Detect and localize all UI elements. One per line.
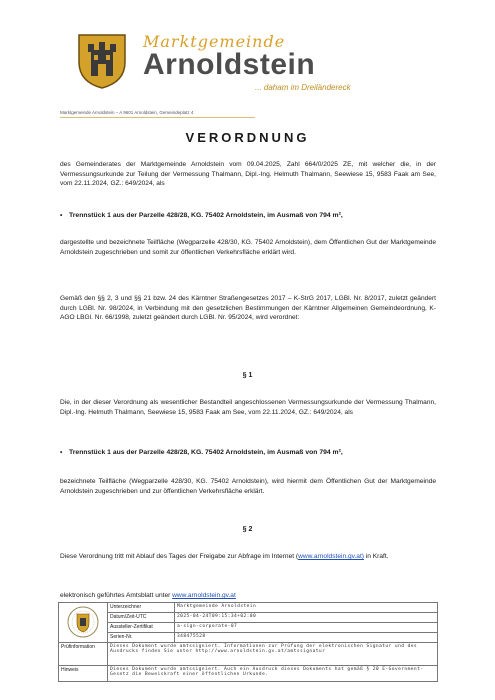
brand-tagline: ... daham im Dreiländereck	[255, 83, 351, 92]
hinweis-text: Dieses Dokument wurde amtssigniert. Auch ein Ausdruck dieses Dokuments hat gemäß § 20 E-Government-Gesetz die Beweiskraft einer öffentlichen Urkunde.	[108, 666, 438, 682]
paragraph-section-2	[60, 552, 436, 562]
signature-row	[59, 623, 438, 633]
signature-row	[59, 633, 438, 643]
pruef-label: Prüfinformation	[59, 643, 108, 666]
sig-value-2: a-sign-corporate-07	[175, 623, 438, 633]
para6-text-a: Diese Verordnung tritt mit Ablauf des Tages der Freigabe zur Abfrage im Internet (	[60, 553, 299, 560]
bullet-dot: •	[60, 212, 63, 219]
amtsblatt-label: elektronisch geführtes Amtsblatt unter	[60, 592, 173, 599]
website-link[interactable]: www.arnoldstein.gv.at)	[298, 553, 364, 560]
paragraph-section-1: Die, in der dieser Verordnung als wesentlicher Bestandteil angeschlossenen Vermessungsurkunde der Vermessung Thalmann, Dipl.-Ing. Helmuth Thalmann, Seewiese 15, 9583 Faak am See, vom 22.11.2024, GZ.: 649/2024, als	[60, 399, 436, 416]
paragraph-legal-basis: Gemäß den §§ 2, 3 und §§ 21 bzw. 24 des Kärntner Straßengesetzes 2017 – K-StrG 2017, LGBl. Nr. 8/2017, zuletzt geändert durch LGBl. Nr. 98/2024, in Verbindung mit den gesetzlichen Bestimmungen der Kärntner Allgemeinen Gemeindeordnung, K-AGO LBGl. Nr. 66/1998, zuletzt geändert durch LGBl. Nr. 95/2024, wird verordnet:	[60, 295, 436, 321]
signature-block	[58, 602, 438, 682]
bullet-text-1: Trennstück 1 aus der Parzelle 428/28, KG. 75402 Arnoldstein, im Ausmaß von 794 m²,	[69, 212, 343, 219]
sig-label-3: Serien-Nr.	[108, 633, 175, 643]
sig-value-3: 348475528	[175, 633, 438, 643]
bullet-item-1	[60, 212, 436, 219]
sig-value-1: 2025-04-24T09:15:34+02:00	[175, 613, 438, 623]
sender-address: Marktgemeinde Arnoldstein – A 9601 Arnoldstein, Gemeindeplatz 4	[60, 110, 194, 115]
brand-script-text: Marktgemeinde	[143, 32, 286, 51]
paragraph-5: bezeichnete Teilfläche (Wegparzelle 428/30, KG. 75402 Arnoldstein), wird hiermit dem Öffentlichen Gut der Marktgemeinde Arnoldstein zugeschrieben und zur öffentlichen Verkehrsfläche erklärt.	[60, 478, 436, 495]
section-1-heading: § 1	[242, 372, 253, 379]
intro-paragraph: des Gemeinderates der Marktgemeinde Arnoldstein vom 09.04.2025, Zahl 664/0/2025 ZE, mit welcher die, in der Vermessungsurkunde zur Teilung der Vermessung Thalmann, Dipl.-Ing. Helmuth Thalmann, Seewiese 15, 9583 Faak am See, vom 22.11.2024, GZ.: 649/2024, als	[60, 161, 436, 187]
pruef-text: Dieses Dokument wurde amtssigniert. Informationen zur Prüfung der elektronischen Signatur und des Ausdrucks finden Sie unter http://www.arnoldstein.gv.at/amtssignatur	[108, 643, 438, 666]
para6-text-b: in Kraft.	[363, 553, 389, 560]
amtsblatt-line	[60, 592, 236, 599]
sig-label-0: Unterzeichner	[108, 603, 175, 613]
signature-seal	[59, 603, 108, 643]
bullet-item-2	[60, 449, 436, 456]
brand-main-text: Arnoldstein	[143, 48, 316, 81]
hinweis-label: Hinweis	[59, 666, 108, 682]
document-title: VERORDNUNG	[185, 130, 310, 145]
sig-label-1: Datum/Zeit-UTC	[108, 613, 175, 623]
signature-row	[59, 613, 438, 623]
bullet-dot: •	[60, 449, 63, 456]
signature-row	[59, 643, 438, 666]
municipal-crest-logo	[76, 32, 128, 90]
amtsblatt-link[interactable]: www.arnoldstein.gv.at	[172, 592, 236, 599]
official-seal-icon	[66, 605, 100, 639]
sig-value-0: Marktgemeinde Arnoldstein	[175, 603, 438, 613]
paragraph-2: dargestellte und bezeichnete Teilfläche (Wegparzelle 428/30, KG. 75402 Arnoldstein), dem Öffentlichen Gut der Marktgemeinde Arnoldstein zugeschrieben und somit zur öffentlichen Verkehrsfläche erklärt wird.	[60, 239, 436, 256]
signature-row	[59, 603, 438, 613]
signature-row	[59, 666, 438, 682]
section-2-heading: § 2	[242, 526, 253, 533]
sig-label-2: Aussteller-Zertifikat	[108, 623, 175, 633]
address-divider	[60, 117, 255, 118]
bullet-text-2: Trennstück 1 aus der Parzelle 428/28, KG. 75402 Arnoldstein, im Ausmaß von 794 m²,	[69, 449, 343, 456]
